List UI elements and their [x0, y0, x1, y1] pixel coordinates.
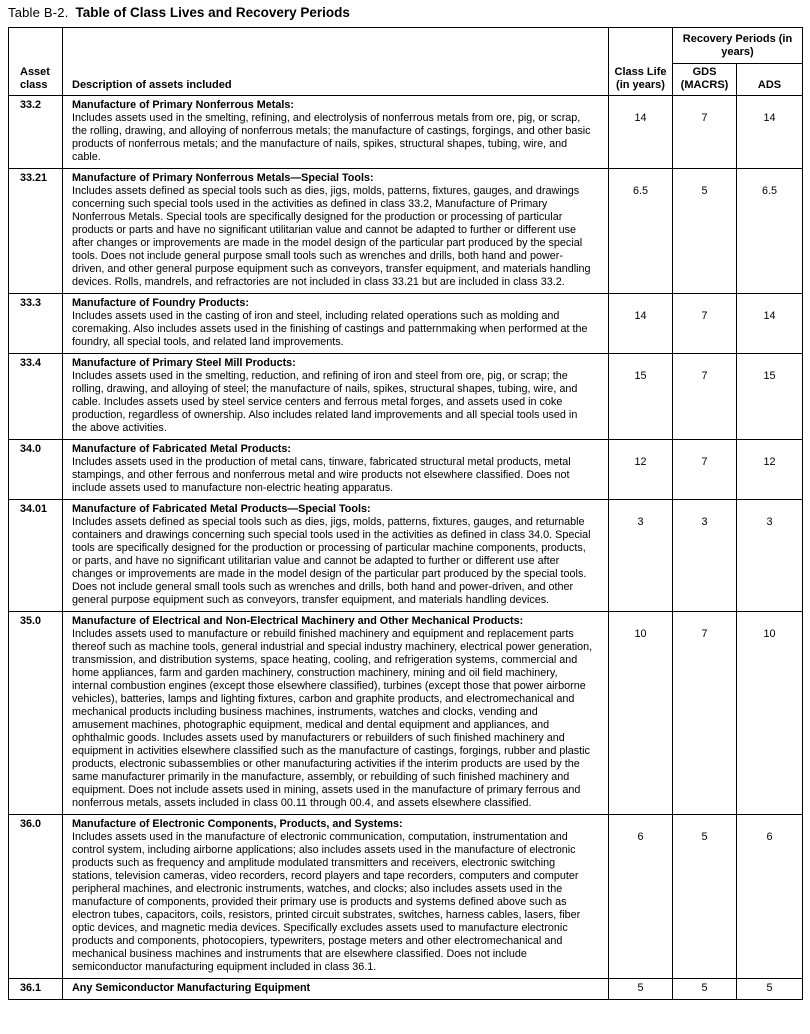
asset-description-title: Any Semiconductor Manufacturing Equipment: [72, 982, 311, 994]
header-recovery-periods: Recovery Periods (in years): [673, 28, 803, 64]
asset-class-cell: [9, 815, 63, 979]
gds-value: 7: [673, 294, 737, 354]
table-row: [9, 612, 803, 815]
description-cell: [63, 612, 609, 815]
table-header: [9, 28, 803, 96]
table-row: [9, 294, 803, 354]
asset-class-cell: [9, 354, 63, 440]
asset-class-cell: [9, 294, 63, 354]
class-life-value: 6: [609, 815, 673, 979]
ads-value: 6: [737, 815, 803, 979]
header-ads: ADS: [737, 64, 803, 96]
class-life-value: 14: [609, 96, 673, 169]
asset-class-cell: [9, 612, 63, 815]
asset-description-title: Manufacture of Electrical and Non-Electrical Machinery and Other Mechanical Products:: [72, 615, 524, 627]
class-life-value: 14: [609, 294, 673, 354]
class-life-value: 6.5: [609, 169, 673, 294]
asset-description-text: Includes assets used in the manufacture of electronic communication, computation, instrumentation and control system, including airborne applications; also includes assets used in the manufacture of electronic products such as frequency and amplitude modulated transmitters and receivers, electronic switching stations, television cameras, video recorders, record players and tape recorders, computers and computer peripheral machines, and electronic instruments, watches, and clocks; also includes assets used in the manufacture of components, provided their primary use is products and systems defined above such as electron tubes, capacitors, coils, resistors, printed circuit substrates, switches, harness cables, lasers, fiber optic devices, and magnetic media devices. Specifically excludes assets used to manufacture electronic products and components, photocopiers, typewriters, postage meters and other electromechanical and mechanical business machines and instruments that are elsewhere classified. Does not include semiconductor manufacturing equipment included in class 36.1.: [72, 831, 581, 973]
asset-description-text: Includes assets used in the casting of iron and steel, including related operations such as molding and coremaking. Also includes assets used in the finishing of castings and patternmaking when performed at the foundry, all special tools, and related land improvements.: [72, 310, 588, 348]
asset-description-title: Manufacture of Primary Nonferrous Metals:: [72, 99, 294, 111]
description-cell: [63, 815, 609, 979]
ads-value: 15: [737, 354, 803, 440]
asset-class-cell: [9, 96, 63, 169]
class-life-value: 12: [609, 440, 673, 500]
asset-description-text: Includes assets used in the smelting, reduction, and refining of iron and steel from ore, pig, or scrap; the rolling, drawing, and alloying of steel; the manufacture of nails, spikes, structural shapes, tubing, wire, and cable. Includes assets used by steel service centers and ferrous metal forges, and assets used in coke production, regardless of ownership. Also includes related land improvements and all special tools used in the above activities.: [72, 370, 578, 434]
gds-value: 7: [673, 354, 737, 440]
class-life-value: 3: [609, 500, 673, 612]
class-life-value: 15: [609, 354, 673, 440]
gds-value: 7: [673, 612, 737, 815]
asset-class-value: 36.0: [20, 818, 42, 830]
asset-class-value: 33.2: [20, 99, 42, 111]
table-row: [9, 500, 803, 612]
table-row: [9, 96, 803, 169]
description-cell: [63, 979, 609, 1000]
asset-class-value: 34.0: [20, 443, 42, 455]
table-row: [9, 169, 803, 294]
ads-value: 6.5: [737, 169, 803, 294]
class-life-value: 10: [609, 612, 673, 815]
gds-value: 5: [673, 979, 737, 1000]
ads-value: 14: [737, 294, 803, 354]
gds-value: 5: [673, 815, 737, 979]
table-title: [8, 5, 802, 21]
ads-value: 3: [737, 500, 803, 612]
asset-description-title: Manufacture of Primary Steel Mill Products:: [72, 357, 296, 369]
gds-value: 5: [673, 169, 737, 294]
asset-class-value: 36.1: [20, 982, 42, 994]
asset-class-value: 35.0: [20, 615, 42, 627]
ads-value: 14: [737, 96, 803, 169]
asset-description-text: Includes assets defined as special tools such as dies, jigs, molds, patterns, fixtures, gauges, and drawings concerning such special tools used in the activities as defined in class 33.2, Manufacture of Primary Nonferrous Metals. Special tools are specifically designed for the production or processing of particular products or parts and have no significant utilitarian value and cannot be adapted to further or different use after changes or improvements are made in the model design of the particular part produced by the special tools. Does not include general purpose small tools such as wrenches and drills, both hand and power-driven, and other general purpose equipment such as conveyors, transfer equipment, and materials handling devices. Rolls, mandrels, and refractories are not included in class 33.21 but are included in class 33.2.: [72, 185, 591, 288]
ads-value: 10: [737, 612, 803, 815]
header-row-top: [9, 28, 803, 64]
class-life-value: 5: [609, 979, 673, 1000]
asset-class-value: 34.01: [20, 503, 48, 515]
asset-class-value: 33.4: [20, 357, 42, 369]
ads-value: 5: [737, 979, 803, 1000]
asset-description-text: Includes assets used in the production of metal cans, tinware, fabricated structural metal products, metal stampings, and other ferrous and nonferrous metal and wire products not elsewhere classified. Does not include assets used to manufacture non-electric heating apparatus.: [72, 456, 571, 494]
header-description: Description of assets included: [63, 28, 609, 96]
table-label: Table B-2.: [8, 5, 69, 20]
asset-description-title: Manufacture of Electronic Components, Products, and Systems:: [72, 818, 403, 830]
description-cell: [63, 354, 609, 440]
gds-value: 3: [673, 500, 737, 612]
header-gds-macrs: GDS (MACRS): [673, 64, 737, 96]
asset-class-cell: [9, 500, 63, 612]
ads-value: 12: [737, 440, 803, 500]
asset-description-text: Includes assets used to manufacture or rebuild finished machinery and equipment and replacement parts thereof such as machine tools, general industrial and special industry machinery, electrical power generation, transmission, and distribution systems, space heating, cooling, and refrigeration systems, commercial and home appliances, farm and garden machinery, construction machinery, mining and oil field machinery, internal combustion engines (except those elsewhere classified), turbines (except those that power airborne vehicles), batteries, lamps and lighting fixtures, carbon and graphite products, and electromechanical and mechanical products including business machines, instruments, watches and clocks, vending and amusement machines, photographic equipment, medical and dental equipment and appliances, and ophthalmic goods. Includes assets used by manufacturers or rebuilders of such finished machinery and equipment in activities elsewhere classified such as the manufacture of castings, forgings, rubber and plastic products, electronic subassemblies or other manufacturing activities if the interim products are used by the same manufacturer primarily in the manufacture, assembly, or rebuilding of such finished machinery and equipment. Does not include assets used in mining, assets used in the manufacture of primary ferrous and nonferrous metals, assets included in class 00.11 through 00.4, and assets elsewhere classified.: [72, 628, 593, 809]
gds-value: 7: [673, 96, 737, 169]
asset-description-title: Manufacture of Fabricated Metal Products:: [72, 443, 291, 455]
asset-description-title: Manufacture of Foundry Products:: [72, 297, 249, 309]
description-cell: [63, 440, 609, 500]
table-row: [9, 815, 803, 979]
description-cell: [63, 169, 609, 294]
table-body: [9, 96, 803, 1000]
table-heading: Table of Class Lives and Recovery Periods: [75, 5, 350, 20]
class-lives-table: [8, 27, 803, 1000]
asset-description-text: Includes assets used in the smelting, refining, and electrolysis of nonferrous metals from ore, pig, or scrap, the rolling, drawing, and alloying of nonferrous metals; the manufacture of castings, forgings, and other basic products of nonferrous metals; and the manufacture of nails, spikes, structural shapes, tubing, wire, and cable.: [72, 112, 591, 163]
asset-description-title: Manufacture of Primary Nonferrous Metals—Special Tools:: [72, 172, 374, 184]
asset-class-value: 33.3: [20, 297, 42, 309]
asset-description-text: Includes assets defined as special tools such as dies, jigs, molds, patterns, fixtures, gauges, and returnable containers and drawings concerning such special tools used in the activities as defined in class 34.0. Special tools are specifically designed for the production or processing of particular machine components, products, or parts, and have no significant utilitarian value and cannot be adapted to further or different use after changes or improvements are made in the model design of the particular part produced by the special tools. Does not include general small tools such as wrenches and drills, both hand and power-driven, and other general purpose equipment such as conveyors, transfer equipment, and materials handling devices.: [72, 516, 591, 606]
description-cell: [63, 96, 609, 169]
asset-class-value: 33.21: [20, 172, 48, 184]
asset-class-cell: [9, 979, 63, 1000]
table-row: [9, 440, 803, 500]
header-asset-class: Asset class: [9, 28, 63, 96]
header-class-life: Class Life (in years): [609, 28, 673, 96]
asset-class-cell: [9, 169, 63, 294]
asset-description-title: Manufacture of Fabricated Metal Products—Special Tools:: [72, 503, 371, 515]
gds-value: 7: [673, 440, 737, 500]
asset-class-cell: [9, 440, 63, 500]
description-cell: [63, 294, 609, 354]
description-cell: [63, 500, 609, 612]
table-row: [9, 354, 803, 440]
table-row: [9, 979, 803, 1000]
